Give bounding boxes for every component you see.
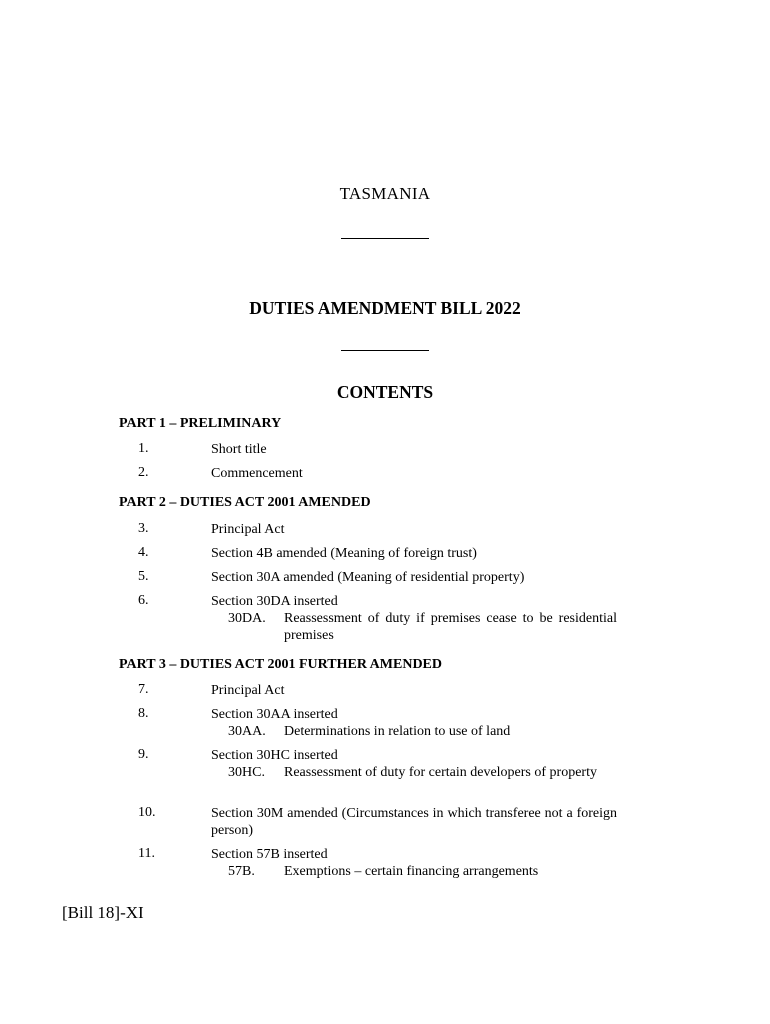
item-number: 1. (138, 441, 149, 456)
part-heading-2: PART 2 – DUTIES ACT 2001 AMENDED (119, 495, 371, 510)
item-number: 8. (138, 706, 149, 721)
item-number: 5. (138, 569, 149, 584)
sub-entry-number: 30AA. (228, 724, 266, 739)
item-title: Principal Act (211, 522, 285, 537)
jurisdiction-heading: TASMANIA (339, 184, 431, 203)
sub-entry (228, 863, 617, 880)
item-title: Section 30DA inserted (211, 594, 338, 609)
sub-entry (228, 723, 617, 740)
bill-reference: [Bill 18]-XI (62, 903, 144, 922)
item-title: Section 57B inserted (211, 847, 328, 862)
item-number: 9. (138, 747, 149, 762)
item-number: 11. (138, 846, 155, 861)
sub-entry (228, 764, 617, 798)
part-heading-3: PART 3 – DUTIES ACT 2001 FURTHER AMENDED (119, 657, 443, 672)
item-number: 10. (138, 805, 156, 820)
item-number: 6. (138, 593, 149, 608)
sub-entry-number: 30DA. (228, 611, 266, 626)
item-title: Section 30HC inserted (211, 748, 338, 763)
item-title: Section 30M amended (Circumstances in which transferee not a foreign person) (211, 806, 617, 838)
item-title: Principal Act (211, 683, 285, 698)
item-number: 3. (138, 521, 149, 536)
sub-entry-text: Exemptions – certain financing arrangements (284, 864, 539, 879)
part-heading-1: PART 1 – PRELIMINARY (119, 416, 282, 431)
item-number: 2. (138, 465, 149, 480)
item-title: Section 30AA inserted (211, 707, 338, 722)
divider-line-top (341, 238, 429, 239)
sub-entry (228, 610, 617, 644)
item-title: Section 30A amended (Meaning of residential property) (211, 570, 525, 585)
sub-entry-text: Reassessment of duty for certain developers of property (284, 765, 597, 780)
item-number: 4. (138, 545, 149, 560)
divider-line-bottom (341, 350, 429, 351)
sub-entry-number: 57B. (228, 864, 255, 879)
bill-title: DUTIES AMENDMENT BILL 2022 (249, 298, 521, 318)
item-number: 7. (138, 682, 149, 697)
item-title: Short title (211, 442, 267, 457)
item-title: Section 4B amended (Meaning of foreign trust) (211, 546, 477, 561)
sub-entry-text: Determinations in relation to use of land (284, 724, 511, 739)
sub-entry-text: Reassessment of duty if premises cease to be residential premises (284, 611, 617, 643)
contents-heading: CONTENTS (336, 382, 434, 402)
item-title: Commencement (211, 466, 303, 481)
sub-entry-number: 30HC. (228, 765, 265, 780)
